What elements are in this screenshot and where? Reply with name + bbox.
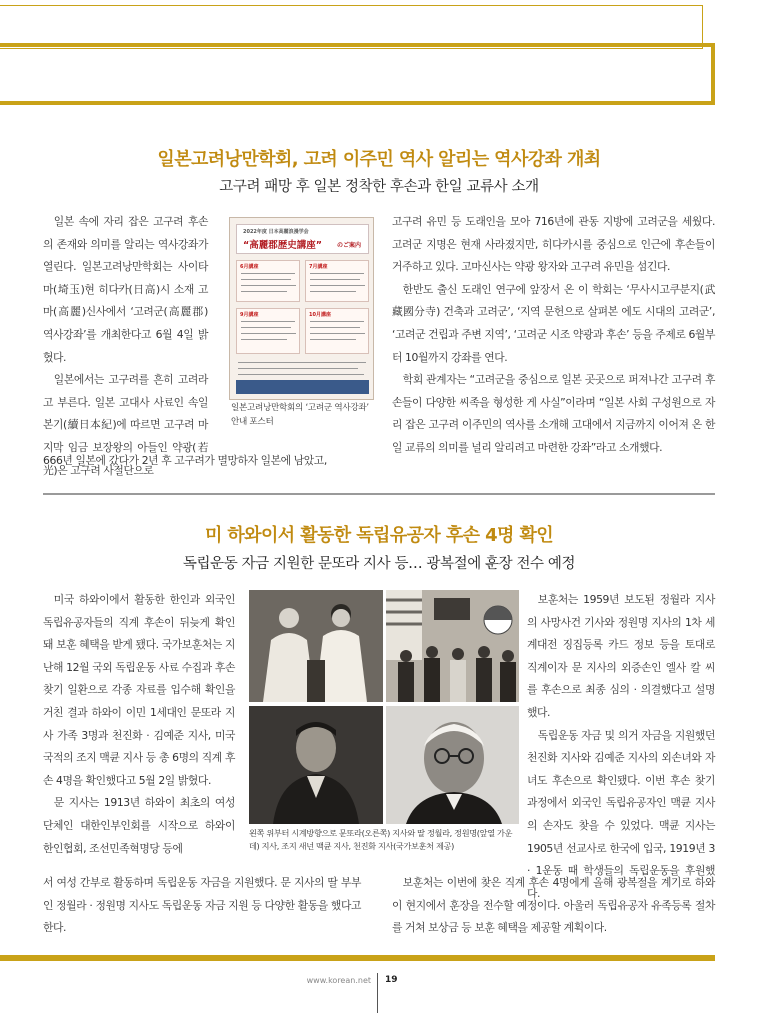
poster-box <box>305 308 369 354</box>
paragraph: 고구려 유민 등 도래인을 모아 716년에 관동 지방에 고려군을 세웠다. 고려군 지명은 현재 사라졌지만, 히다카시를 중심으로 인근에 후손들이 거주하고 있다. 고마신사는 약광 왕자와 고구려 유민을 섬긴다. <box>392 215 715 274</box>
article-divider <box>43 493 715 495</box>
paragraph: 문 지사는 1913년 하와이 최초의 여성단체인 대한인부인회를 시작으로 하와이 한인협회, 조선민족혁명당 등에 <box>43 796 235 855</box>
article1-subtitle: 고구려 패망 후 일본 정착한 후손과 한일 교류사 소개 <box>219 179 539 195</box>
poster-box-title: 6月講座 <box>240 264 259 270</box>
poster-header <box>236 224 369 254</box>
header-frame <box>0 43 715 105</box>
portrait-photo-left <box>249 706 383 824</box>
poster-box-title: 10月講座 <box>309 312 331 318</box>
footer-url: www.korean.net <box>306 976 371 985</box>
paragraph: 미국 하와이에서 활동한 한인과 외국인 독립유공자들의 직계 후손이 뒤늦게 확인돼 보훈 혜택을 받게 됐다. 국가보훈처는 지난해 12월 국외 독립운동 사료 수집과 후손 찾기 일환으로 각종 자료를 입수해 확인을 거친 결과 하와이 이민 1세대인 문또라 지사 가족 3명과 천진화 · 김예준 지사, 미국 국적의 조지 맥큔 지사 등 총 6명의 직계 후손 4명을 확인했다고 5월 2일 밝혔다. <box>43 593 235 787</box>
article2-title: 미 하와이서 활동한 독립유공자 후손 4명 확인 <box>204 525 554 546</box>
poster-box-title: 9月講座 <box>240 312 259 318</box>
header-frame-inner <box>0 5 703 49</box>
photo-caption: 왼쪽 위부터 시계방향으로 문또라(오른쪽) 지사와 딸 정월라, 정원명(앞열 가운데) 지사, 조지 새넌 맥큔 지사, 천진화 지사(국가보훈처 제공) <box>249 828 513 851</box>
group-photo <box>386 590 519 702</box>
poster-footer <box>236 380 369 394</box>
article1-col2 <box>392 211 715 460</box>
article2-col1-tail: 서 여성 간부로 활동하며 독립운동 자금을 지원했다. 문 지사의 딸 부부인 정월라 · 정원명 지사도 독립운동 자금 지원 등 다양한 활동을 했다고 한다. <box>43 876 361 935</box>
article2-col1 <box>43 589 235 860</box>
article2-subtitle: 독립운동 자금 지원한 문또라 지사 등… 광복절에 훈장 전수 예정 <box>182 556 576 572</box>
lecture-poster <box>229 217 374 400</box>
article1-title: 일본고려낭만학회, 고려 이주민 역사 알리는 역사강좌 개최 <box>157 149 601 170</box>
family-photo <box>249 590 383 702</box>
poster-header-small: 2022年度 日本高麗浪漫学会 <box>243 229 309 235</box>
poster-box <box>236 308 300 354</box>
poster-header-tail: のご案内 <box>337 242 362 249</box>
portrait-photo-right <box>386 706 519 824</box>
article2-col2-tail <box>392 872 715 940</box>
poster-box <box>236 260 300 302</box>
poster-box <box>305 260 369 302</box>
poster-caption: 일본고려낭만학회의 ‘고려군 역사강좌’ 안내 포스터 <box>231 403 369 427</box>
footer-separator <box>377 973 378 1013</box>
paragraph: 학회 관계자는 “고려군을 중심으로 일본 곳곳으로 퍼져나간 고구려 후손들이 다양한 씨족을 형성한 게 사실”이라며 “일본 사회 구성원으로 자리 잡은 고구려 이주민의 역사를 소개해 고대에서 지금까지 이어져 온 한일 교류의 의미를 널리 알리려고 마련한 강좌”라고 소개했다. <box>392 373 715 454</box>
paragraph: 독립운동 자금 및 의거 자금을 지원했던 천진화 지사와 김예준 지사의 외손녀와 자녀도 후손으로 확인됐다. 이번 후손 찾기 과정에서 외국인 독립유공자인 맥큔 지사의 손자도 찾을 수 있었다. 맥큔 지사는 1905년 선교사로 한국에 입국, 1919년 3 · 1운동 때 학생들의 독립운동을 후원했다. <box>527 728 715 900</box>
paragraph: 일본에서는 고구려를 흔히 고려라고 부른다. 일본 고대사 사료인 속일본기(續日本紀)에 따르면 고구려 마지막 임금 보장왕의 아들인 약광(若光)은 고구려 사절단으로 <box>43 373 208 477</box>
paragraph: 일본 속에 자리 잡은 고구려 후손의 존재와 의미를 알리는 역사강좌가 열린다. 일본고려낭만학회는 사이타마(埼玉)현 히다카(日高)시 소재 고마(高麗)신사에서 ‘고려군(高麗郡) 역사강좌’를 개최한다고 6월 4일 밝혔다. <box>43 215 208 364</box>
footer-band <box>0 955 715 961</box>
poster-header-title: “高麗郡歴史講座” <box>243 240 322 251</box>
article1-col1 <box>43 211 208 482</box>
paragraph: 보훈처는 이번에 찾은 직계 후손 4명에게 올해 광복절을 계기로 하와이 현지에서 훈장을 전수할 예정이다. 아울러 독립유공자 유족등록 절차를 거쳐 보상금 등 보훈 혜택을 제공할 계획이다. <box>392 876 715 935</box>
poster-box-title: 7月講座 <box>309 264 328 270</box>
article1-col1-tail: 666년 일본에 갔다가 2년 후 고구려가 멸망하자 일본에 남았고, <box>43 454 327 467</box>
paragraph: 한반도 출신 도래인 연구에 앞장서 온 이 학회는 ‘무사시고쿠분지(武藏國分寺) 건축과 고려군’, ‘지역 문헌으로 살펴본 에도 시대의 고려군’, ‘고려군 건립과 주변 지역’, ‘고려군 시조 약광과 후손’ 등을 주제로 6월부터 10월까지 강좌를 연다. <box>392 282 715 364</box>
article2-col2 <box>527 589 715 905</box>
paragraph: 보훈처는 1959년 보도된 정월라 지사의 사망사건 기사와 정원명 지사의 1차 세계대전 징집등록 카드 정보 등을 토대로 직계이자 문 지사의 외증손인 엘사 칼 씨를 후손으로 최종 심의 · 의결했다고 설명했다. <box>527 593 715 719</box>
page-number: 19 <box>385 975 398 985</box>
